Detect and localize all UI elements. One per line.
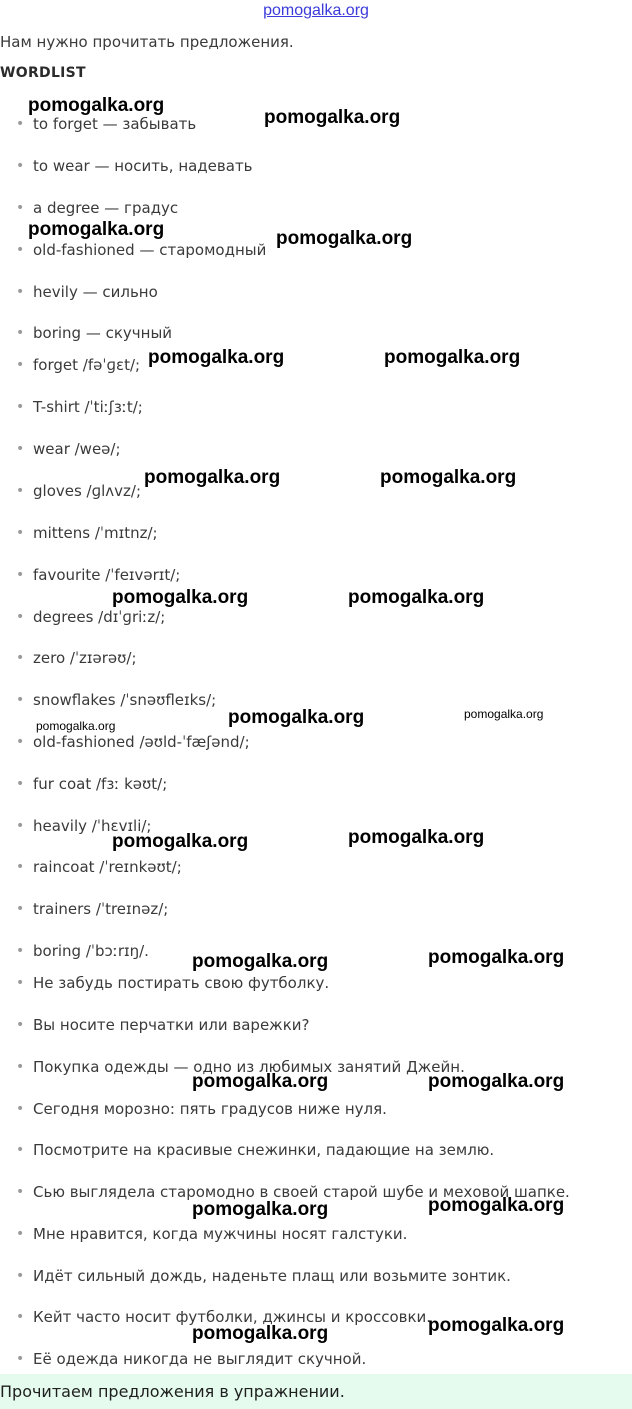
list-item-text: boring — скучный — [33, 324, 173, 342]
bullet-icon: • — [16, 734, 25, 750]
watermark: pomogalka.org — [428, 1315, 565, 1336]
bullet-icon: • — [16, 399, 25, 415]
bullet-icon: • — [16, 1059, 25, 1075]
list-item-text: raincoat /ˈreɪnkəʊt/; — [33, 858, 182, 876]
bullet-icon: • — [16, 158, 25, 174]
bullet-icon: • — [16, 818, 25, 834]
bullet-icon: • — [16, 357, 25, 373]
watermark: pomogalka.org — [348, 827, 485, 848]
footer-text: Прочитаем предложения в упражнении. — [0, 1382, 345, 1401]
bullet-icon: • — [16, 776, 25, 792]
bullet-icon: • — [16, 692, 25, 708]
list-item-text: fur coat /fɜː kəʊt/; — [33, 775, 168, 793]
list-item-text: a degree — градус — [33, 199, 179, 217]
bullet-icon: • — [16, 325, 25, 341]
watermark: pomogalka.org — [384, 347, 521, 368]
watermark: pomogalka.org — [428, 1195, 565, 1216]
watermark: pomogalka.org — [192, 951, 329, 972]
watermark: pomogalka.org — [144, 467, 281, 488]
bullet-icon: • — [16, 1268, 25, 1284]
watermark: pomogalka.org — [276, 228, 413, 249]
list-item-text: Кейт часто носит футболки, джинсы и кроссовки. — [33, 1308, 432, 1326]
watermark: pomogalka.org — [228, 707, 365, 728]
bullet-icon: • — [16, 1309, 25, 1325]
list-item-text: boring /ˈbɔːrɪŋ/. — [33, 942, 149, 960]
bullet-icon: • — [16, 483, 25, 499]
intro-text: Нам нужно прочитать предложения. — [0, 33, 294, 51]
watermark: pomogalka.org — [380, 467, 517, 488]
watermark: pomogalka.org — [28, 95, 165, 116]
list-item-text: to wear — носить, надевать — [33, 157, 253, 175]
bullet-icon: • — [16, 1184, 25, 1200]
bullet-icon: • — [16, 525, 25, 541]
watermark: pomogalka.org — [428, 947, 565, 968]
list-item-text: trainers /ˈtreɪnəz/; — [33, 900, 169, 918]
list-item-text: old-fashioned — старомодный — [33, 241, 267, 259]
watermark: pomogalka.org — [112, 587, 249, 608]
bullet-icon: • — [16, 975, 25, 991]
list-item-text: Сегодня морозно: пять градусов ниже нуля. — [33, 1100, 387, 1118]
bullet-icon: • — [16, 200, 25, 216]
list-item-text: Мне нравится, когда мужчины носят галстуки. — [33, 1225, 408, 1243]
site-header-link[interactable]: pomogalka.org — [263, 2, 369, 19]
bullet-icon: • — [16, 1226, 25, 1242]
bullet-icon: • — [16, 609, 25, 625]
list-item-text: hevily — сильно — [33, 283, 158, 301]
list-item-text: Идёт сильный дождь, наденьте плащ или возьмите зонтик. — [33, 1267, 511, 1285]
wordlist-heading: WORDLIST — [0, 65, 86, 81]
list-item-text: Вы носите перчатки или варежки? — [33, 1016, 310, 1034]
watermark: pomogalka.org — [192, 1323, 329, 1344]
watermark: pomogalka.org — [28, 219, 165, 240]
list-item-text: forget /fəˈɡɛt/; — [33, 356, 141, 374]
watermark: pomogalka.org — [428, 1071, 565, 1092]
list-item-text: T-shirt /ˈtiːʃɜːt/; — [33, 398, 143, 416]
watermark: pomogalka.org — [36, 719, 116, 733]
bullet-icon: • — [16, 1142, 25, 1158]
bullet-icon: • — [16, 943, 25, 959]
list-item-text: Покупка одежды — одно из любимых занятий Джейн. — [33, 1058, 465, 1076]
list-item-text: degrees /dɪˈɡriːz/; — [33, 608, 166, 626]
footer-banner — [0, 1374, 632, 1409]
list-item-text: mittens /ˈmɪtnz/; — [33, 524, 158, 542]
list-item-text: heavily /ˈhɛvɪli/; — [33, 817, 152, 835]
list-item-text: Её одежда никогда не выглядит скучной. — [33, 1350, 367, 1368]
watermark: pomogalka.org — [348, 587, 485, 608]
watermark: pomogalka.org — [264, 107, 401, 128]
bullet-icon: • — [16, 284, 25, 300]
bullet-icon: • — [16, 567, 25, 583]
list-item-text: to forget — забывать — [33, 115, 197, 133]
list-item-text: Посмотрите на красивые снежинки, падающие на землю. — [33, 1141, 495, 1159]
bullet-icon: • — [16, 1101, 25, 1117]
watermark: pomogalka.org — [192, 1199, 329, 1220]
list-item-text: zero /ˈzɪərəʊ/; — [33, 649, 137, 667]
bullet-icon: • — [16, 441, 25, 457]
watermark: pomogalka.org — [148, 347, 285, 368]
watermark: pomogalka.org — [464, 707, 544, 721]
bullet-icon: • — [16, 650, 25, 666]
bullet-icon: • — [16, 859, 25, 875]
bullet-icon: • — [16, 901, 25, 917]
bullet-icon: • — [16, 242, 25, 258]
list-item-text: gloves /ɡlʌvz/; — [33, 482, 142, 500]
list-item-text: snowflakes /ˈsnəʊfleɪks/; — [33, 691, 217, 709]
bullet-icon: • — [16, 1351, 25, 1367]
list-item-text: Не забудь постирать свою футболку. — [33, 974, 330, 992]
list-item-text: old-fashioned /əʊld-ˈfæʃənd/; — [33, 733, 250, 751]
watermark: pomogalka.org — [112, 831, 249, 852]
list-item-text: wear /weə/; — [33, 440, 121, 458]
list-item-text: Сью выглядела старомодно в своей старой шубе и меховой шапке. — [33, 1183, 570, 1201]
watermark: pomogalka.org — [192, 1071, 329, 1092]
list-item-text: favourite /ˈfeɪvərɪt/; — [33, 566, 181, 584]
bullet-icon: • — [16, 1017, 25, 1033]
bullet-icon: • — [16, 116, 25, 132]
